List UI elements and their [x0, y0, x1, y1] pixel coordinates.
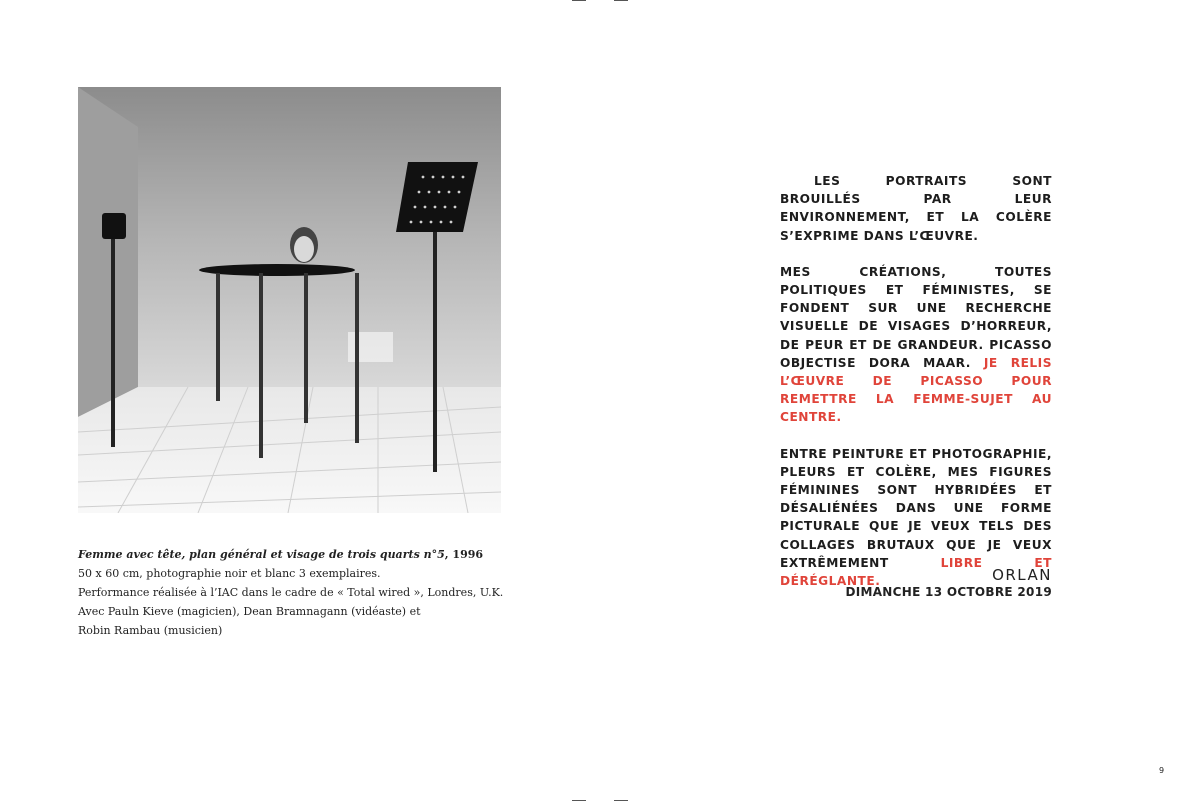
- caption-title: [78, 545, 518, 564]
- essay-paragraph-2-highlight: JE RELIS L’ŒUVRE DE PICASSO POUR REMETTRE LA FEMME-SUJET AU CENTRE.: [780, 355, 1052, 425]
- photo-caption: [78, 545, 518, 640]
- caption-line: 50 x 60 cm, photographie noir et blanc 3 exemplaires.: [78, 567, 381, 580]
- crop-mark: [614, 800, 628, 801]
- crop-mark: [572, 0, 586, 1]
- essay-text: [780, 172, 1052, 608]
- essay-paragraph-2-text: MES CRÉATIONS, TOUTES POLITIQUES ET FÉMINISTES, SE FONDENT SUR UNE RECHERCHE VISUELLE DE VISAGES D’HORREUR, DE PEUR ET DE GRANDEUR. PICASSO OBJECTISE DORA MAAR.: [780, 264, 1052, 370]
- caption-title-italic: Femme avec tête, plan général et visage de trois quarts n°5: [78, 548, 445, 561]
- caption-line: Avec Pauln Kieve (magicien), Dean Bramnagann (vidéaste) et: [78, 605, 421, 618]
- author-name: ORLAN: [992, 566, 1052, 584]
- crop-mark: [614, 0, 628, 1]
- artwork-photo-illustration: [78, 87, 501, 513]
- essay-paragraph-3-highlight: LIBRE ET DÉRÉGLANTE.: [780, 555, 1052, 589]
- caption-line: Robin Rambau (musicien): [78, 624, 223, 637]
- crop-mark: [572, 800, 586, 801]
- essay-paragraph-2: [780, 263, 1052, 427]
- caption-line: Performance réalisée à l’IAC dans le cadre de « Total wired », Londres, U.K.: [78, 586, 504, 599]
- essay-paragraph-1: LES PORTRAITS SONT BROUILLÉS PAR LEUR ENVIRONNEMENT, ET LA COLÈRE S’EXPRIME DANS L’ŒUVRE.: [780, 174, 1052, 243]
- essay-paragraph-3-text: ENTRE PEINTURE ET PHOTOGRAPHIE, PLEURS ET COLÈRE, MES FIGURES FÉMININES SONT HYBRIDÉES ET DÉSALIÉNÉES DANS UNE FORME PICTURALE QUE JE VEUX TELS DES COLLAGES BRUTAUX QUE JE VEUX EXTRÊMEMENT: [780, 446, 1052, 570]
- publication-date: DIMANCHE 13 OCTOBRE 2019: [845, 585, 1052, 599]
- artwork-photo: [78, 87, 501, 513]
- page-number: 9: [1159, 766, 1165, 775]
- caption-year: , 1996: [444, 548, 484, 561]
